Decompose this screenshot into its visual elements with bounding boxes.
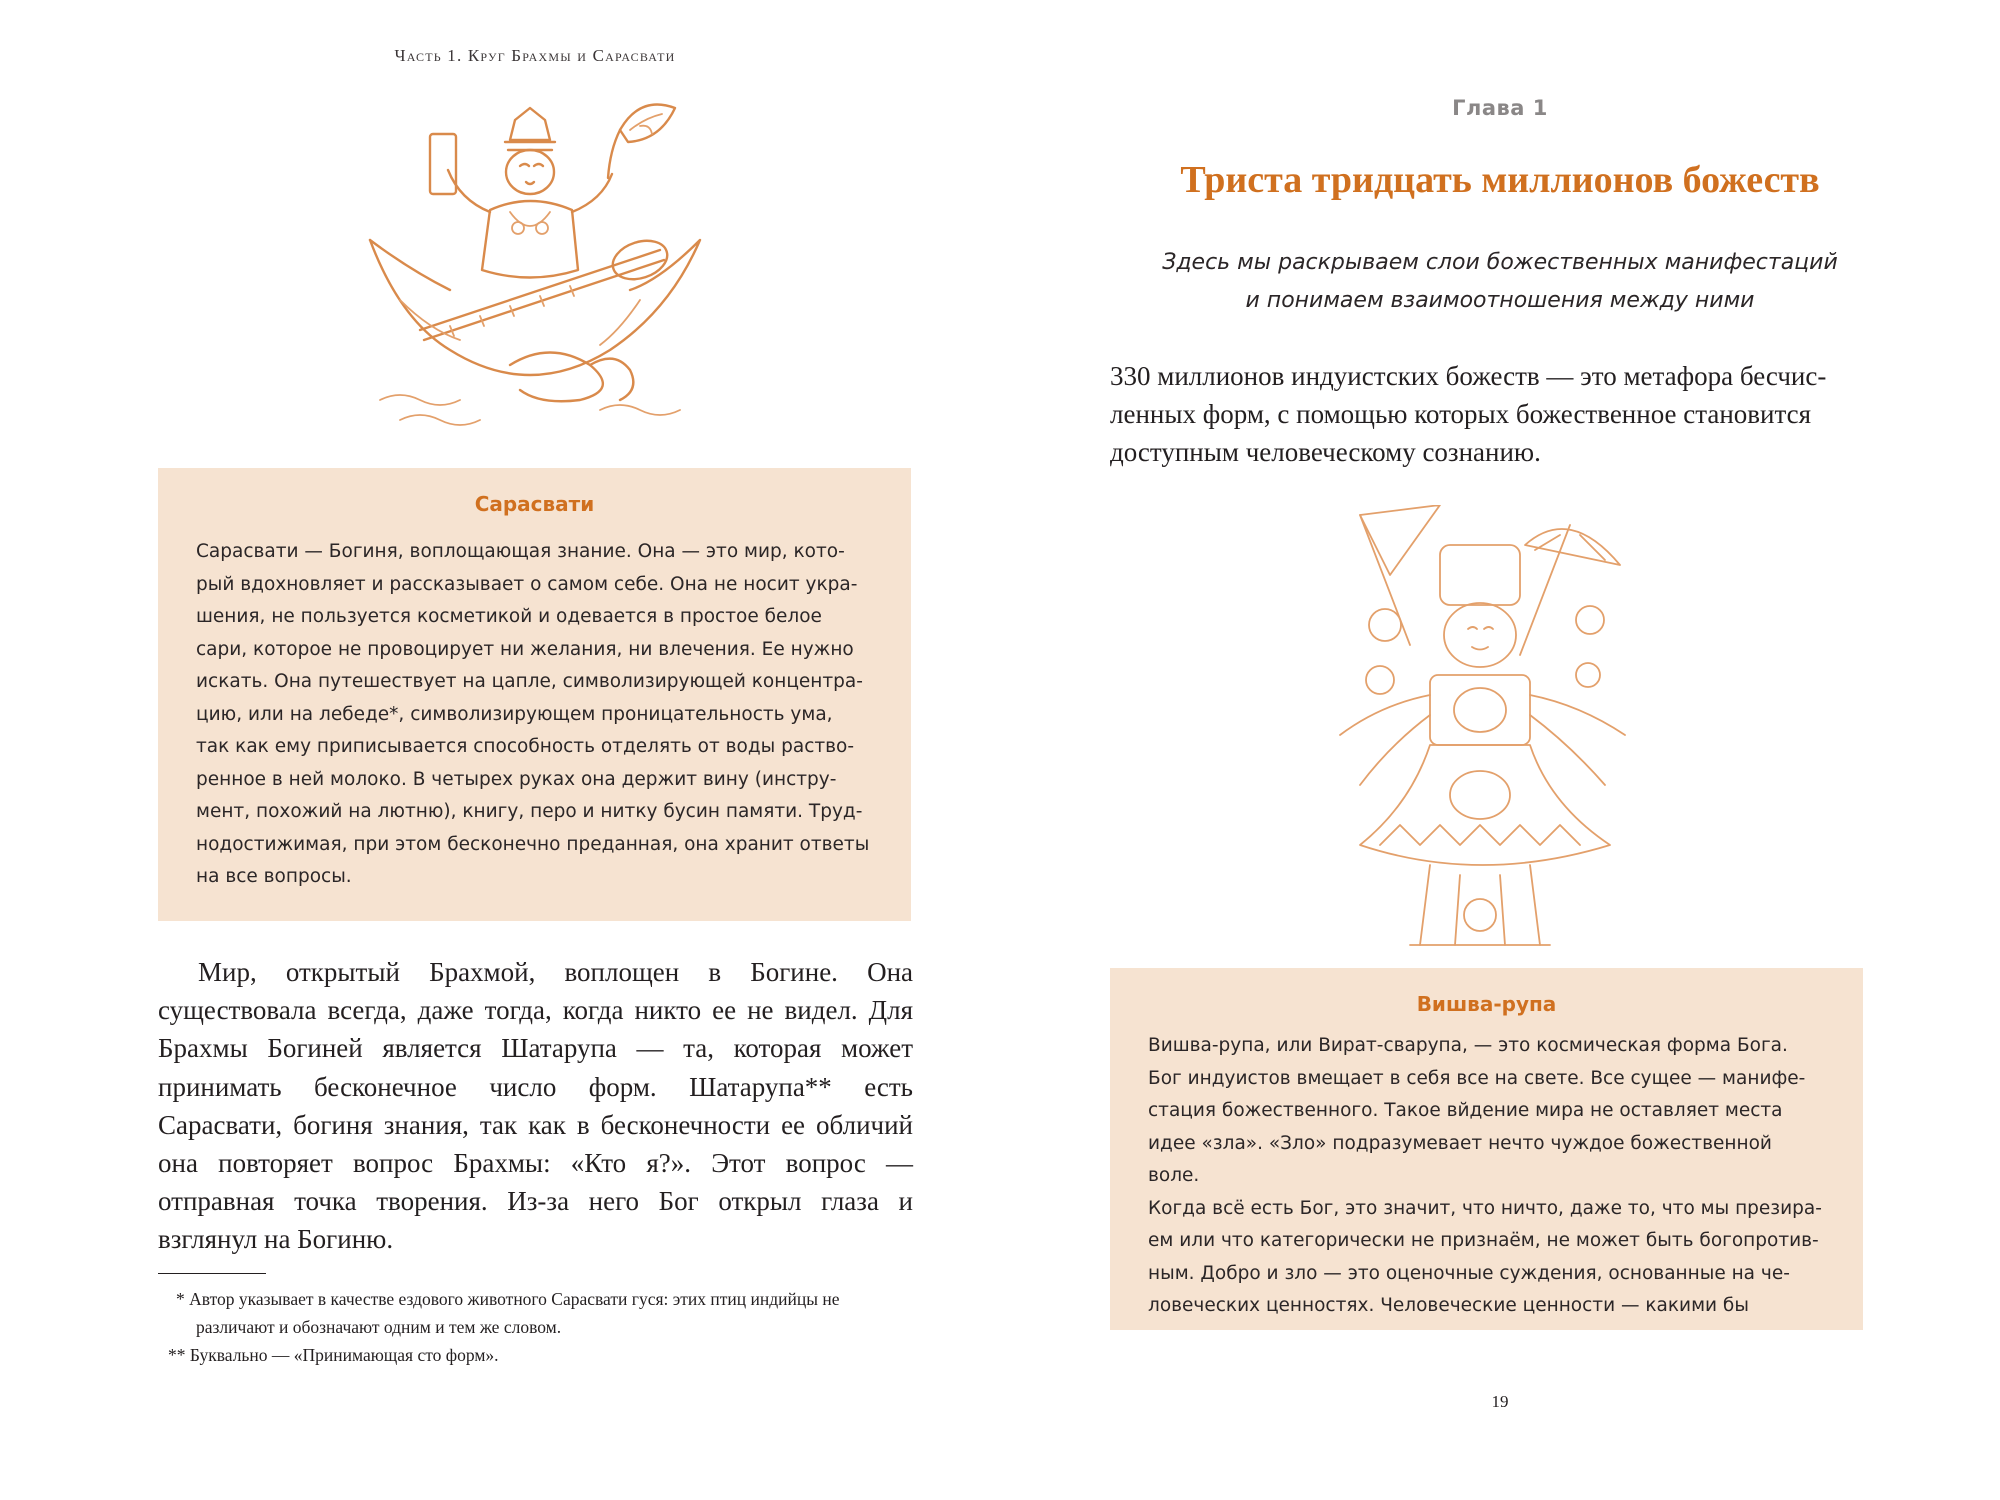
saraswati-illustration-icon (340, 100, 740, 460)
sidebar-line: искать. Она путешествует на цапле, символизирующей концентра- (196, 671, 863, 692)
sidebar-body (196, 536, 871, 894)
sidebar-line: Сарасвати — Богиня, воплощающая знание. Она — это мир, кото- (196, 541, 845, 562)
intro-paragraph (1110, 357, 1863, 472)
sidebar-line: ловеческих ценностях. Человеческие ценности — какими бы (1148, 1295, 1749, 1316)
footnote: * Автор указывает в качестве ездового животного Сарасвати гуся: этих птиц индийцы не различают и обозначают одним и тем же словом. (176, 1289, 840, 1337)
sidebar-title: Вишва-рупа (1416, 992, 1557, 1016)
sidebar-line: ренное в ней молоко. В четырех руках она держит вину (инстру- (196, 768, 837, 790)
running-head: Часть 1. Круг Брахмы и Сарасвати (394, 46, 676, 65)
sidebar-line: идее «зла». «Зло» подразумевает нечто чуждое божественной воле. (1148, 1132, 1772, 1186)
sidebar-line: стация божественного. Такое вйдение мира не оставляет места (1148, 1100, 1783, 1121)
sidebar-line: так как ему приписывается способность отделять от воды раство- (196, 736, 855, 757)
paragraph-text: Мир, открытый Брахмой, воплощен в Богине. Она существовала всегда, даже тогда, когда никто ее не видел. Для Брахмы Богиней является Шатарупа — та, которая может принимать бесконечное число форм. Шатарупа** есть Сарасвати, богиня знания, так как в бесконечности ее обличий она повторяет вопрос Брахмы: «Кто я?». Этот вопрос — отправная точка творения. Из-за него Бог открыл глаза и взглянул на Богиню. (158, 957, 913, 1255)
saraswati-sidebar (158, 468, 911, 921)
subtitle-line: и понимаем взаимоотношения между ними (1245, 288, 1755, 313)
sidebar-line: мент, похожий на лютню), книгу, перо и нитку бусин памяти. Труд- (196, 801, 863, 822)
vishvarupa-illustration-icon (1320, 505, 1650, 955)
sidebar-line: Когда всё есть Бог, это значит, что ничто, даже то, что мы презира- (1148, 1197, 1822, 1219)
sidebar-line: ным. Добро и зло — это оценочные суждения, основанные на че- (1148, 1262, 1790, 1284)
sidebar-title: Сарасвати (474, 492, 595, 516)
sidebar-body (1148, 1030, 1823, 1323)
sidebar-line: сари, которое не провоцирует ни желания, ни влечения. Ее нужно (196, 638, 854, 660)
sidebar-line: Вишва-рупа, или Вират-сварупа, — это космическая форма Бога. (1148, 1035, 1788, 1056)
sidebar-line: на все вопросы. (196, 866, 352, 887)
sidebar-line: нодостижимая, при этом бесконечно преданная, она хранит ответы (196, 833, 870, 855)
intro-line: ленных форм, с помощью которых божественное становится (1110, 399, 1812, 430)
chapter-label: Глава 1 (1452, 96, 1548, 120)
intro-line: доступным человеческому сознанию. (1110, 437, 1541, 468)
sidebar-line: цию, или на лебеде*, символизирующем проницательность ума, (196, 703, 833, 725)
footnote-divider (158, 1273, 266, 1274)
subtitle-line: Здесь мы раскрываем слои божественных манифестаций (1162, 250, 1838, 275)
right-page (1000, 0, 2000, 1500)
vishvarupa-sidebar (1110, 968, 1863, 1330)
chapter-subtitle (1000, 244, 2000, 320)
intro-line: 330 миллионов индуистских божеств — это метафора бесчис- (1110, 361, 1827, 391)
page-number: 19 (1491, 1392, 1509, 1411)
footnote: ** Буквально — «Принимающая сто форм». (168, 1345, 499, 1365)
sidebar-line: Бог индуистов вмещает в себя все на свете. Все сущее — манифе- (1148, 1067, 1806, 1089)
sidebar-line: ем или что категорически не признаём, не может быть богопротив- (1148, 1230, 1819, 1251)
chapter-title: Триста тридцать миллионов божеств (1180, 159, 1820, 201)
body-paragraph (158, 953, 913, 1259)
sidebar-line: шения, не пользуется косметикой и одевается в простое белое (196, 606, 822, 627)
footnotes (158, 1285, 918, 1369)
sidebar-line: рый вдохновляет и рассказывает о самом себе. Она не носит укра- (196, 573, 858, 595)
